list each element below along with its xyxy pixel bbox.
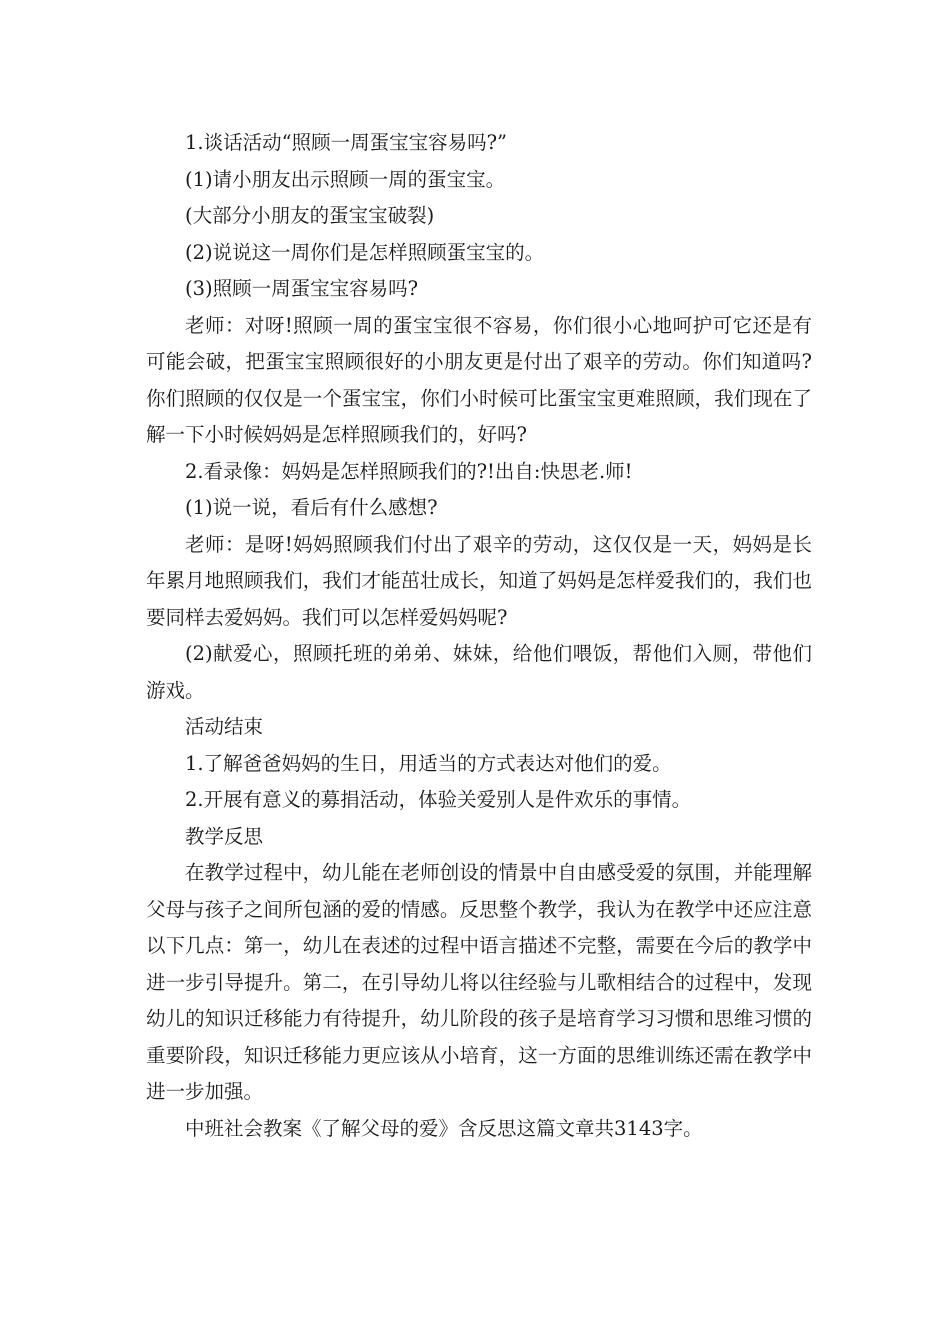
paragraph: (2)献爱心，照顾托班的弟弟、妹妹，给他们喂饭，帮他们入厕，带他们游戏。 (146, 642, 812, 702)
paragraph: 在教学过程中，幼儿能在老师创设的情景中自由感受爱的氛围，并能理解父母与孩子之间所包涵的爱的情感。反思整个教学，我认为在教学中还应注意以下几点：第一，幼儿在表述的过程中语言描述不完整，需要在今后的教学中进一步引导提升。第二，在引导幼儿将以往经验与儿歌相结合的过程中，发现幼儿的知识迁移能力有待提升，幼儿阶段的孩子是培育学习习惯和思维习惯的重要阶段，知识迁移能力更应该从小培育，这一方面的思维训练还需在教学中进一步加强。 (146, 861, 812, 1103)
paragraph: 1.谈话活动“照顾一周蛋宝宝容易吗?” (185, 131, 507, 154)
paragraph: (2)说说这一周你们是怎样照顾蛋宝宝的。 (185, 240, 545, 264)
paragraph: 老师：对呀!照顾一周的蛋宝宝很不容易，你们很小心地呵护可它还是有可能会破，把蛋宝宝照顾很好的小朋友更是付出了艰辛的劳动。你们知道吗?你们照顾的仅仅是一个蛋宝宝，你们小时候可比蛋宝宝更难照顾，我们现在了解一下小时候妈妈是怎样照顾我们的，好吗? (146, 313, 812, 446)
section-heading: 活动结束 (185, 715, 264, 738)
paragraph: 2.看录像：妈妈是怎样照顾我们的?!出自:快思老.师! (185, 459, 633, 483)
section-heading: 教学反思 (185, 824, 264, 848)
paragraph: 老师：是呀!妈妈照顾我们付出了艰辛的劳动，这仅仅是一天，妈妈是长年累月地照顾我们，我们才能茁壮成长，知道了妈妈是怎样爱我们的，我们也要同样去爱妈妈。我们可以怎样爱妈妈呢? (146, 532, 812, 629)
closing-note: 中班社会教案《了解父母的爱》含反思这篇文章共3143字。 (185, 1116, 703, 1140)
paragraph: (3)照顾一周蛋宝宝容易吗? (185, 277, 419, 300)
paragraph: (1)说一说，看后有什么感想? (185, 496, 438, 519)
paragraph: 1.了解爸爸妈妈的生日，用适当的方式表达对他们的爱。 (185, 751, 672, 775)
document-body (146, 125, 812, 1147)
paragraph: 2.开展有意义的募捐活动，体验关爱别人是件欢乐的事情。 (185, 788, 692, 811)
paragraph: (大部分小朋友的蛋宝宝破裂) (185, 204, 435, 227)
paragraph: (1)请小朋友出示照顾一周的蛋宝宝。 (185, 167, 506, 191)
